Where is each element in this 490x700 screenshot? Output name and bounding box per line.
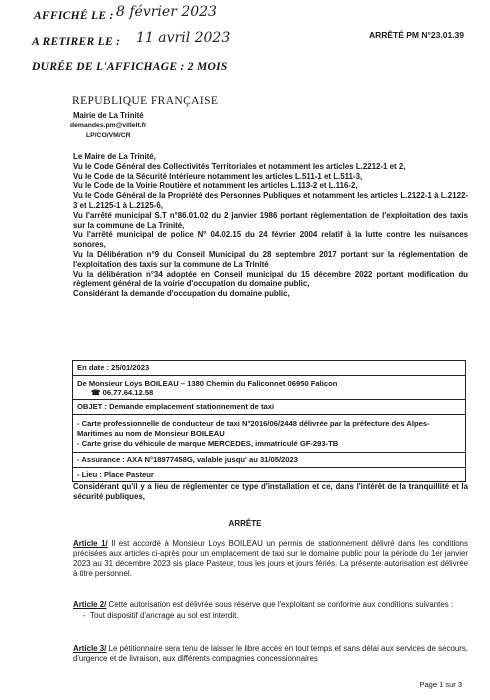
- requester-name: De Monsieur Loys BOILEAU – 1380 Chemin du Faliconnet 06950 Falicon: [77, 378, 338, 388]
- article-3-label: Article 3/: [73, 644, 107, 653]
- article-2-bullet-text: Tout dispositif d'ancrage au sol est interdit.: [90, 611, 239, 620]
- carte-professionnelle: - Carte professionnelle de conducteur de taxi N°2016/06/2448 délivrée par la préfecture des Alpes-Maritimes au nom de Monsieur BOILEAU: [77, 419, 430, 438]
- requester-phone: 06.77.64.12.58: [102, 388, 154, 398]
- posting-stamp: [32, 4, 231, 75]
- phone-icon: ☎: [91, 388, 101, 398]
- mairie-email: demandes.pm@villelt.fr: [70, 122, 147, 129]
- mairie-block: [70, 111, 147, 141]
- vise-line: Vu le Code de la Voirie Routière et notamment les articles L.113-2 et L.116-2,: [73, 181, 358, 191]
- page-number: Page 1 sur 3: [419, 680, 462, 689]
- vise-line: Le Maire de La Trinité,: [73, 152, 156, 161]
- request-info-box: [72, 360, 466, 482]
- article-2: [73, 600, 468, 621]
- vise-line: Vu le Code Général de la Propriété des Personnes Publiques et notamment les articles L.2122-1 à L.2122-3 et L.2125-1 à L.2125-6,: [73, 191, 468, 210]
- vise-line: Vu l'arrêté municipal S.T n°86.01.02 du 2 janvier 1986 portant règlementation de l'exploitation des taxis sur la commune de La Trinité,: [73, 210, 468, 230]
- vises-section: [73, 152, 468, 299]
- article-2-text: Cette autorisation est délivrée sous réserve que l'exploitant se conforme aux conditions suivantes :: [106, 600, 454, 609]
- vise-line: Vu la délibération n°34 adoptée en Conseil municipal du 15 décembre 2022 portant modification du règlement général de la voirie d'occupation du domaine public,: [73, 269, 468, 289]
- assurance: - Assurance : AXA N°18977458G, valable jusqu' au 31/05/2023: [73, 452, 465, 467]
- mairie-ref: LP/CO/VM/CR: [85, 132, 131, 139]
- article-1: [73, 539, 468, 579]
- retirer-date-handwritten: 11 avril 2023: [136, 30, 231, 46]
- article-1-text: Il est accordé à Monsieur Loys BOILEAU un permis de stationnement délivré dans les conditions précisées aux articles ci-après pour un emplacement de taxi sur le domaine public pour la période du 1er janvier 2023 au 31 décembre 2023 sis place Pasteur, tous les jours et jours fériés. La présente autorisation est délivrée à titre personnel.: [73, 539, 468, 578]
- request-objet: OBJET : Demande emplacement stationnement de taxi: [73, 399, 465, 415]
- vise-line: Vu le Code de la Sécurité Intérieure notamment les articles L.511-1 et L.511-3,: [73, 171, 363, 181]
- considerant: Considérant qu'il y a lieu de réglementer ce type d'installation et ce, dans l'intérêt de la tranquillité et la sécurité publiques,: [73, 482, 468, 501]
- article-3: [73, 644, 468, 664]
- article-2-label: Article 2/: [73, 600, 107, 609]
- duree-affichage: DURÉE DE L'AFFICHAGE : 2 MOIS: [32, 61, 228, 73]
- mairie-name: Mairie de La Trinité: [72, 111, 144, 120]
- affiche-label: AFFICHÉ LE :: [34, 10, 114, 22]
- article-1-label: Article 1/: [73, 539, 108, 548]
- vise-line: Considérant la demande d'occupation du domaine public,: [73, 289, 290, 299]
- bullet-dash: -: [83, 611, 91, 620]
- article-3-text: Le pétitionnaire sera tenu de laisser le libre accès en tout temps et sans délai aux services de secours, d'urgence et de livraison, aux différents compagnies concessionnaires: [73, 644, 468, 663]
- retirer-label: A RETIRER LE :: [32, 36, 121, 48]
- vise-line: Vu le Code Général des Collectivités Territoriales et notamment les articles L.2212-1 et 2,: [73, 161, 406, 171]
- requester-phone-line: [77, 388, 461, 398]
- requester-block: [73, 375, 465, 415]
- lieu: - Lieu : Place Pasteur: [73, 467, 465, 482]
- republique-francaise: REPUBLIQUE FRANÇAISE: [72, 95, 219, 107]
- arrete-title: ARRÊTE: [228, 519, 262, 528]
- affiche-date-handwritten: 8 février 2023: [116, 4, 217, 20]
- request-date: En date : 25/01/2023: [77, 363, 150, 372]
- documents-block: [73, 414, 465, 452]
- arrete-reference: ARRÊTÉ PM N°23.01.39: [368, 30, 464, 40]
- article-2-bullet: [73, 611, 468, 621]
- vise-line: Vu l'arrêté municipal de police N° 04.02.15 du 24 février 2004 relatif à la lutte contre les nuisances sonores,: [73, 230, 468, 250]
- vise-line: Vu la Délibération n°9 du Conseil Municipal du 28 septembre 2017 portant sur la réglementation de l'exploitation des taxis sur la commune de La Trinité: [73, 249, 468, 269]
- carte-grise: - Carte grise du véhicule de marque MERCEDES, immatriculé GF-293-TB: [77, 438, 339, 448]
